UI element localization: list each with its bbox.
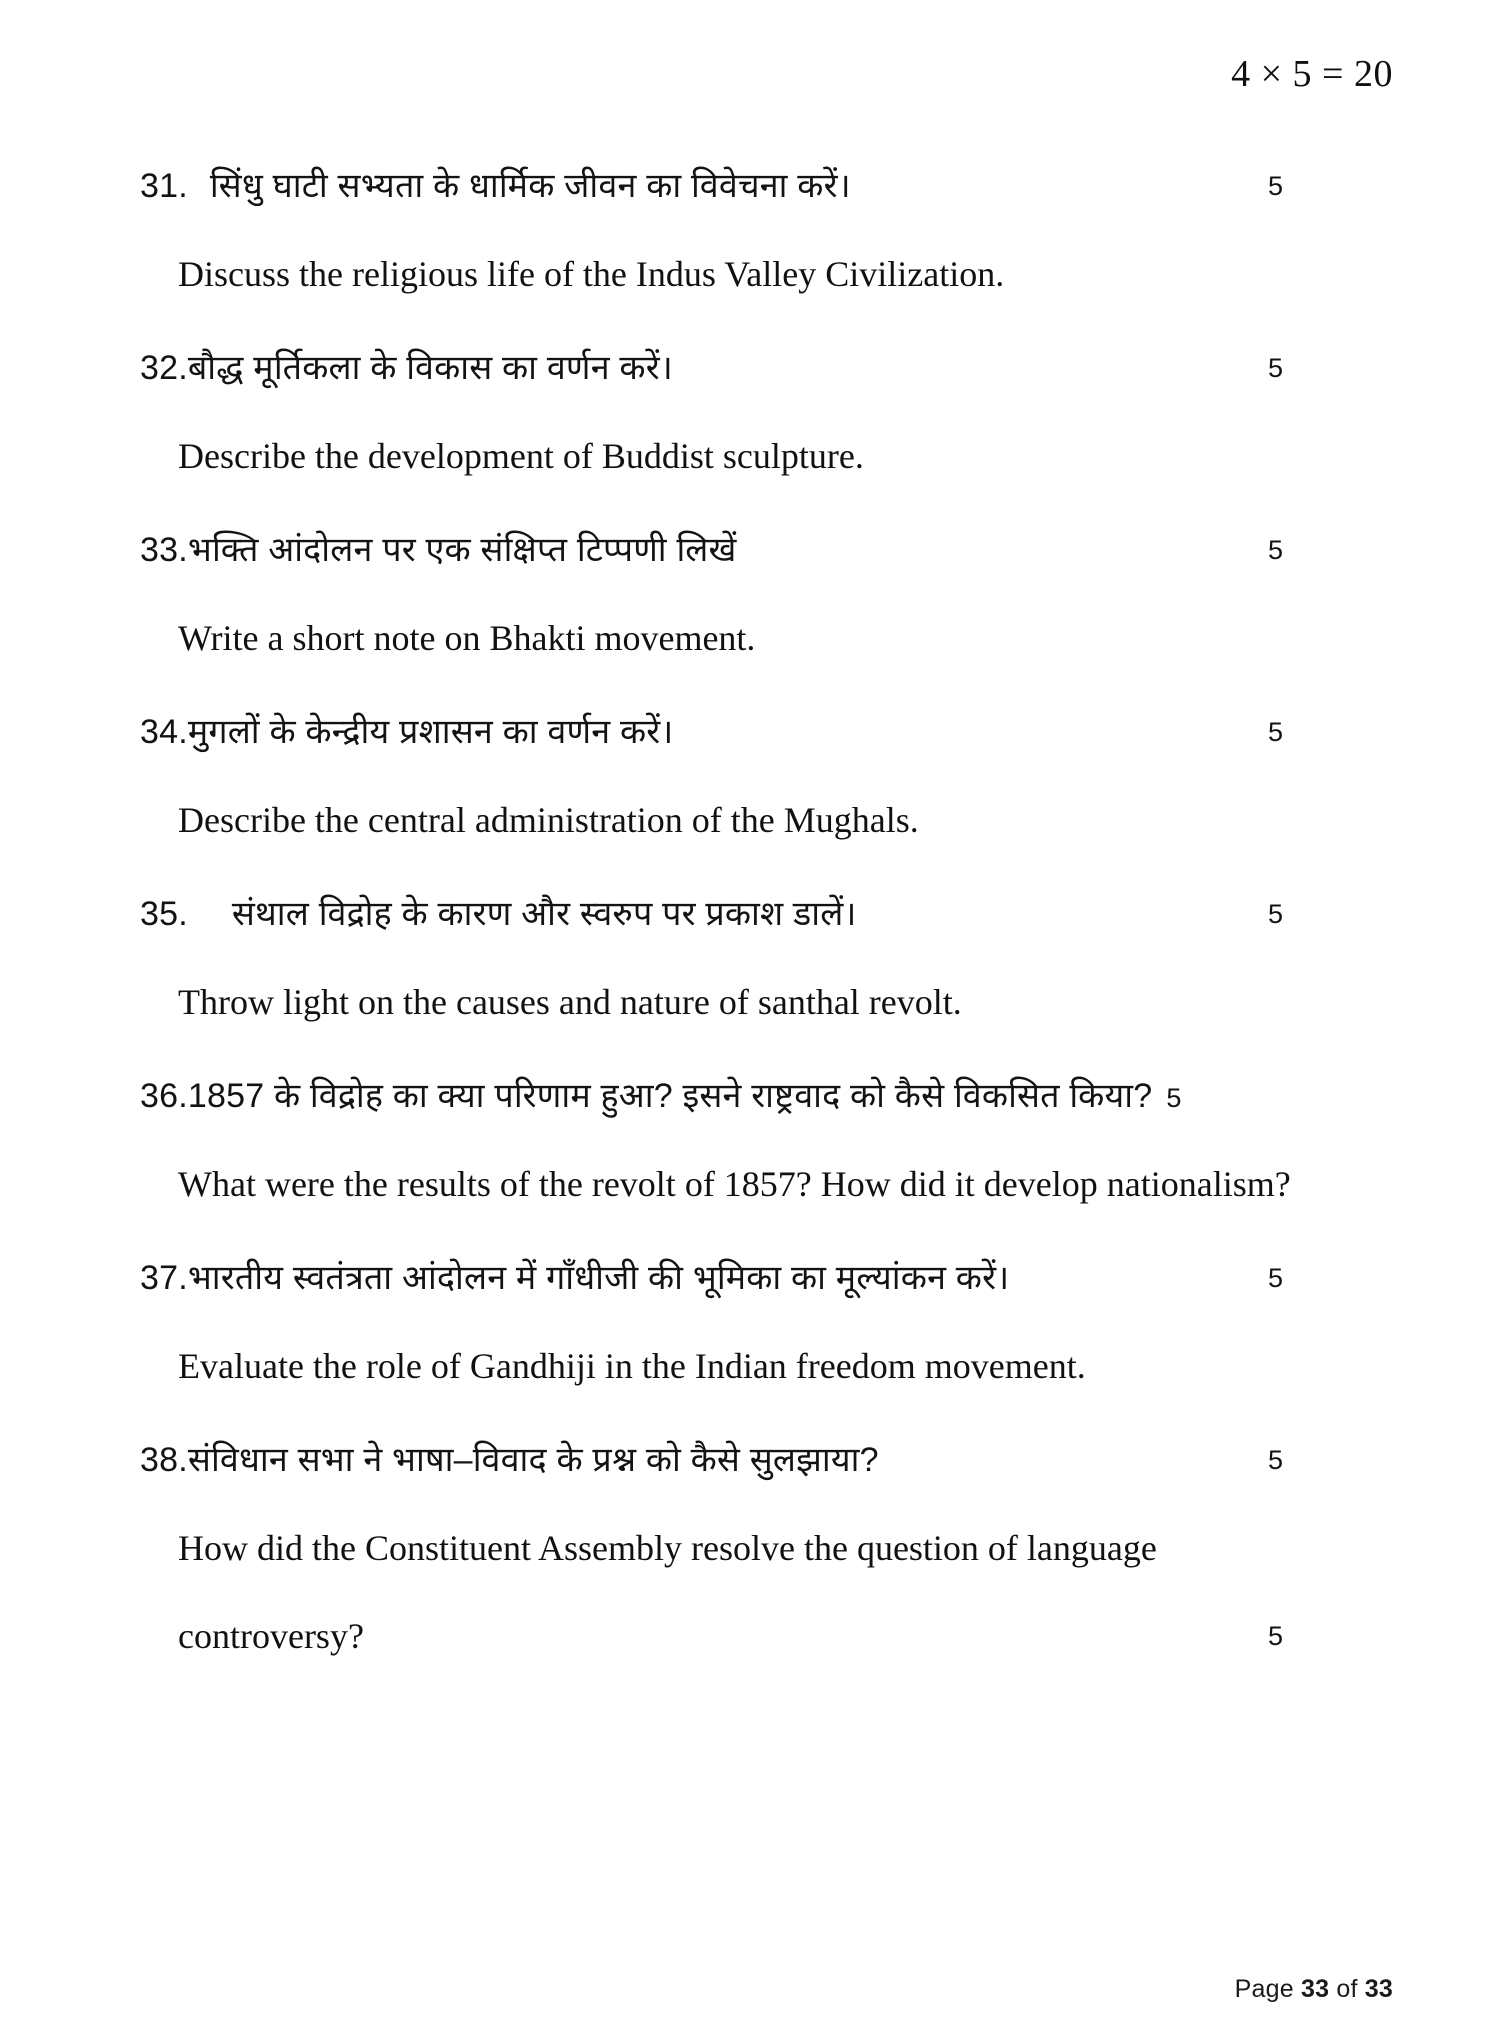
question-35-number: 35. bbox=[140, 895, 188, 933]
question-37-hindi-text bbox=[140, 1247, 1009, 1309]
question-32-hindi-line bbox=[0, 337, 1505, 399]
question-37-english-line bbox=[0, 1335, 1505, 1397]
footer-prefix: Page bbox=[1234, 1975, 1302, 2003]
block-gap bbox=[0, 491, 1505, 519]
question-38-english-line-2 bbox=[0, 1605, 1505, 1667]
block-gap bbox=[0, 673, 1505, 701]
question-32-english-line bbox=[0, 425, 1505, 487]
question-38-english-marks: 5 bbox=[1268, 1621, 1284, 1651]
question-38-english-text-line-1: How did the Constituent Assembly resolve the question of language bbox=[178, 1528, 1157, 1568]
question-36-hindi-text bbox=[140, 1065, 1152, 1127]
question-33-number: 33. bbox=[140, 531, 188, 569]
question-31-hindi-text bbox=[140, 155, 851, 217]
question-38-number: 38. bbox=[140, 1441, 188, 1479]
question-31-hindi-line bbox=[0, 155, 1505, 217]
block-gap bbox=[0, 309, 1505, 337]
question-35-hindi-body: संथाल विद्रोह के कारण और स्वरुप पर प्रकाश डालें। bbox=[231, 895, 857, 933]
question-31-english-line bbox=[0, 243, 1505, 305]
question-31-number: 31. bbox=[140, 167, 188, 205]
question-36-number: 36. bbox=[140, 1077, 188, 1115]
question-36-english-line bbox=[0, 1153, 1505, 1215]
block-gap bbox=[0, 855, 1505, 883]
question-35-marks: 5 bbox=[1268, 899, 1284, 929]
marks-formula: 4 × 5 = 20 bbox=[1231, 53, 1393, 95]
block-gap bbox=[0, 1219, 1505, 1247]
question-38-english-text-line-2: controversy? bbox=[178, 1616, 364, 1656]
question-36-hindi-line bbox=[0, 1065, 1505, 1127]
question-37-hindi-body: भारतीय स्वतंत्रता आंदोलन में गाँधीजी की भूमिका का मूल्यांकन करें। bbox=[187, 1259, 1010, 1297]
question-block-34 bbox=[0, 701, 1505, 851]
question-33-english-text: Write a short note on Bhakti movement. bbox=[178, 618, 756, 658]
footer-current-page: 33 bbox=[1301, 1975, 1330, 2003]
question-34-marks: 5 bbox=[1268, 717, 1284, 747]
question-35-english-text: Throw light on the causes and nature of santhal revolt. bbox=[178, 982, 962, 1022]
question-37-marks: 5 bbox=[1268, 1263, 1284, 1293]
page-footer bbox=[1235, 1975, 1393, 2004]
question-block-31 bbox=[0, 155, 1505, 305]
block-gap bbox=[0, 1037, 1505, 1065]
question-36-marks: 5 bbox=[1166, 1083, 1182, 1113]
question-34-hindi-text bbox=[140, 701, 674, 763]
question-32-english-text: Describe the development of Buddist sculpture. bbox=[178, 436, 864, 476]
question-37-number: 37. bbox=[140, 1259, 188, 1297]
question-38-hindi-text bbox=[140, 1429, 879, 1491]
footer-total-pages: 33 bbox=[1364, 1975, 1393, 2003]
question-32-number: 32. bbox=[140, 349, 188, 387]
question-34-hindi-body: मुगलों के केन्द्रीय प्रशासन का वर्णन करें। bbox=[187, 713, 674, 751]
question-32-marks: 5 bbox=[1268, 353, 1284, 383]
question-32-hindi-text bbox=[140, 337, 673, 399]
question-38-hindi-body: संविधान सभा ने भाषा–विवाद के प्रश्न को कैसे सुलझाया? bbox=[187, 1441, 879, 1479]
question-block-33 bbox=[0, 519, 1505, 669]
question-32-hindi-body: बौद्ध मूर्तिकला के विकास का वर्णन करें। bbox=[187, 349, 673, 387]
question-list bbox=[0, 155, 1505, 1671]
question-38-marks: 5 bbox=[1268, 1445, 1284, 1475]
question-31-english-text: Discuss the religious life of the Indus Valley Civilization. bbox=[178, 254, 1005, 294]
question-block-36 bbox=[0, 1065, 1505, 1215]
block-gap bbox=[0, 1401, 1505, 1429]
question-34-hindi-line bbox=[0, 701, 1505, 763]
question-block-37 bbox=[0, 1247, 1505, 1397]
question-37-hindi-line bbox=[0, 1247, 1505, 1309]
question-34-english-text: Describe the central administration of the Mughals. bbox=[178, 800, 919, 840]
question-36-hindi-body: 1857 के विद्रोह का क्या परिणाम हुआ? इसने राष्ट्रवाद को कैसे विकसित किया? bbox=[187, 1077, 1153, 1115]
question-33-english-line bbox=[0, 607, 1505, 669]
question-35-hindi-line bbox=[0, 883, 1505, 945]
question-34-number: 34. bbox=[140, 713, 188, 751]
question-34-english-line bbox=[0, 789, 1505, 851]
question-33-marks: 5 bbox=[1268, 535, 1284, 565]
question-38-hindi-line bbox=[0, 1429, 1505, 1491]
question-block-38 bbox=[0, 1429, 1505, 1667]
question-37-english-text: Evaluate the role of Gandhiji in the Indian freedom movement. bbox=[178, 1346, 1086, 1386]
question-35-english-line bbox=[0, 971, 1505, 1033]
question-38-english-line-1 bbox=[0, 1517, 1505, 1579]
question-33-hindi-body: भक्ति आंदोलन पर एक संक्षिप्त टिप्पणी लिखें bbox=[187, 531, 737, 569]
footer-middle: of bbox=[1329, 1975, 1365, 2003]
question-33-hindi-line bbox=[0, 519, 1505, 581]
question-31-marks: 5 bbox=[1268, 171, 1284, 201]
question-33-hindi-text bbox=[140, 519, 737, 581]
question-block-32 bbox=[0, 337, 1505, 487]
question-36-english-text: What were the results of the revolt of 1857? How did it develop nationalism? bbox=[178, 1164, 1291, 1204]
question-35-hindi-text bbox=[140, 883, 857, 945]
question-31-hindi-body: सिंधु घाटी सभ्यता के धार्मिक जीवन का विवेचना करें। bbox=[209, 167, 851, 205]
question-block-35 bbox=[0, 883, 1505, 1033]
